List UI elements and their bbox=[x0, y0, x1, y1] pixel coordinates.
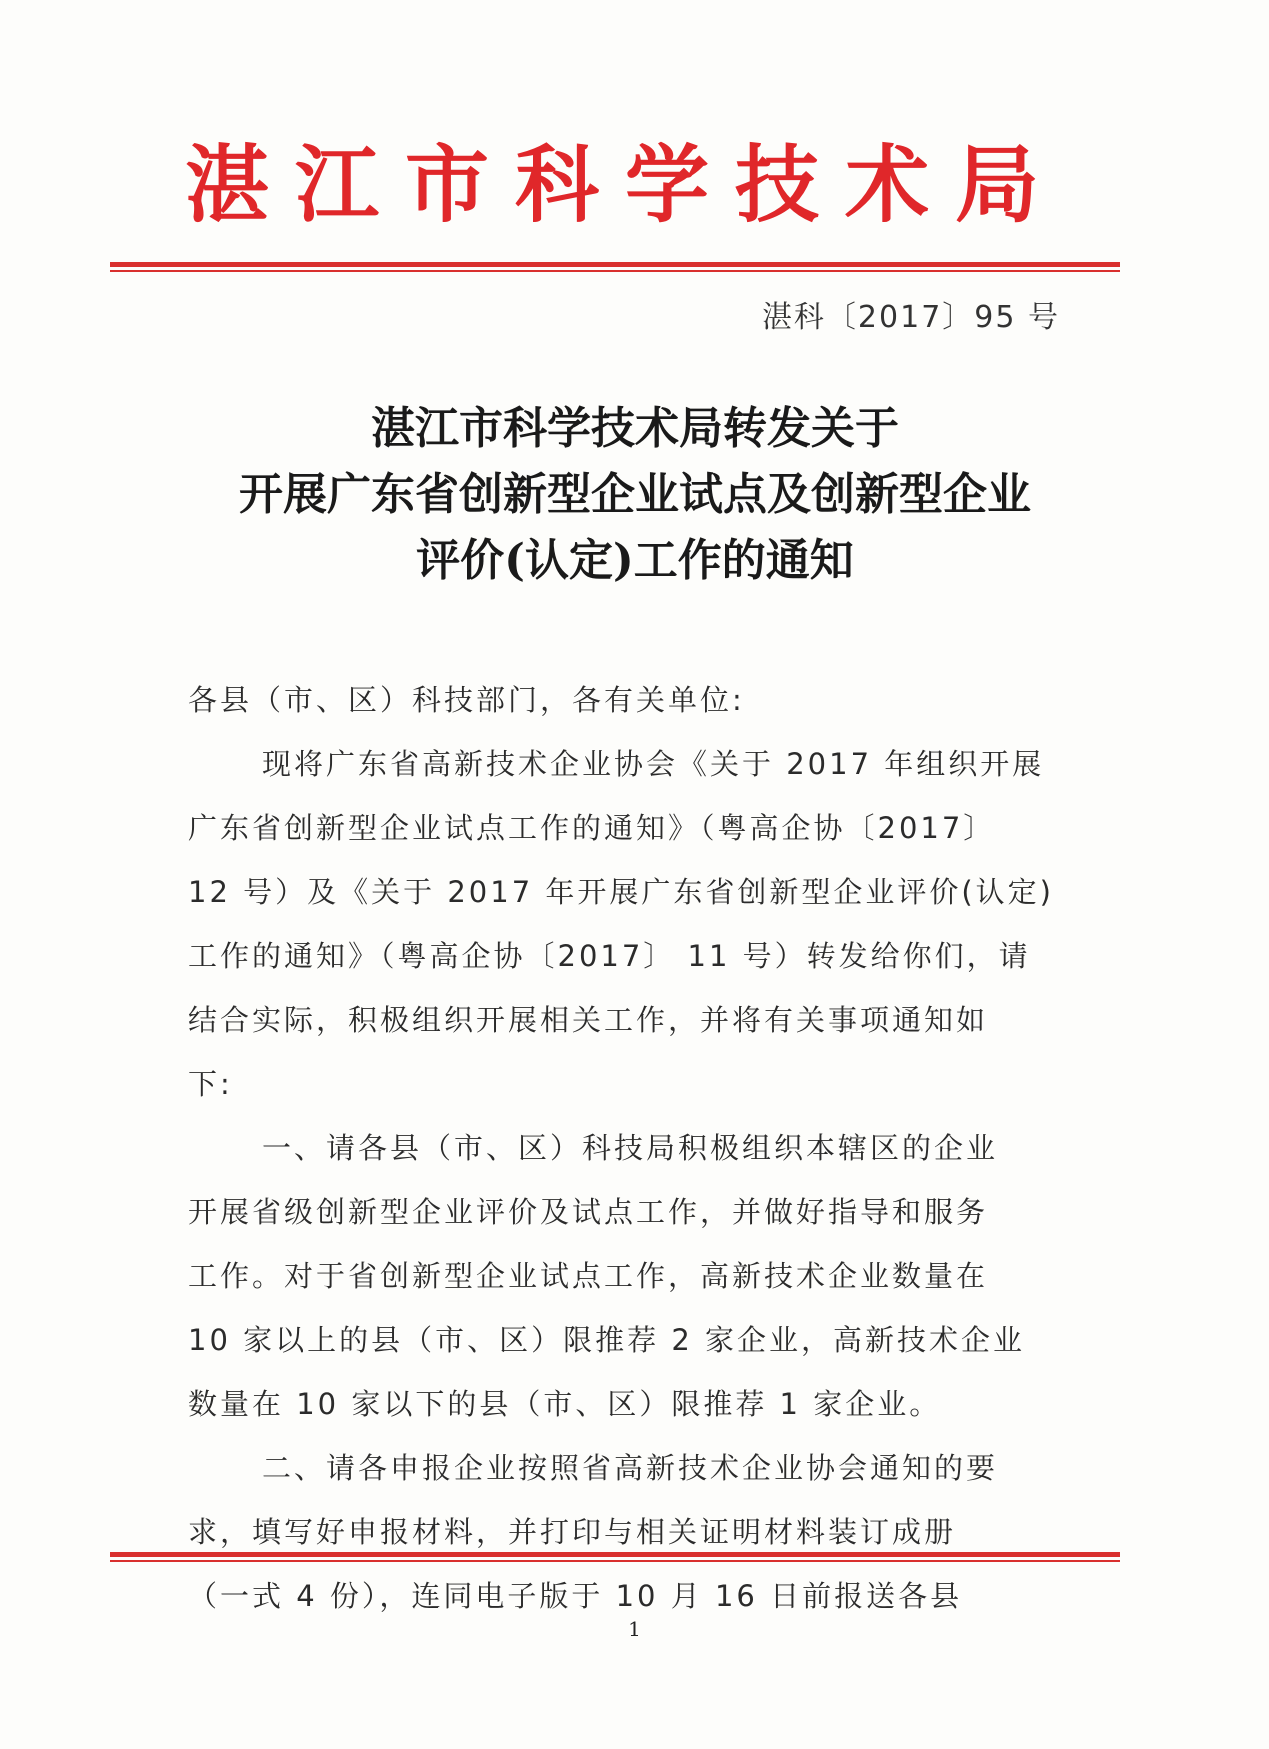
letterhead-rule-thick bbox=[110, 262, 1120, 267]
notice-title bbox=[150, 396, 1120, 594]
body-line: 二、请各申报企业按照省高新技术企业协会通知的要 bbox=[262, 1451, 999, 1485]
document-number: 湛科〔2017〕95 号 bbox=[761, 300, 1060, 335]
letterhead-rule-thin bbox=[110, 270, 1120, 272]
body-line: 12 号）及《关于 2017 年开展广东省创新型企业评价(认定) bbox=[188, 875, 1054, 909]
body-line: 10 家以上的县（市、区）限推荐 2 家企业，高新技术企业 bbox=[188, 1323, 1026, 1357]
page-number: 1 bbox=[628, 1617, 641, 1641]
body-line: 求，填写好申报材料，并打印与相关证明材料装订成册 bbox=[188, 1515, 957, 1549]
footer-rule-thick bbox=[110, 1552, 1120, 1557]
title-line: 开展广东省创新型企业试点及创新型企业 bbox=[239, 469, 1031, 520]
body-line: 结合实际，积极组织开展相关工作，并将有关事项通知如 bbox=[188, 1003, 989, 1037]
body-line: 工作的通知》（粤高企协〔2017〕 11 号）转发给你们，请 bbox=[188, 939, 1031, 973]
body-line: 下: bbox=[188, 1067, 233, 1101]
body-line: （一式 4 份），连同电子版于 10 月 16 日前报送各县 bbox=[188, 1579, 963, 1613]
body-line: 广东省创新型企业试点工作的通知》（粤高企协〔2017〕 bbox=[188, 811, 996, 845]
title-line: 评价(认定)工作的通知 bbox=[416, 535, 854, 586]
agency-letterhead: 湛江市科学技术局 bbox=[185, 135, 1066, 234]
title-line: 湛江市科学技术局转发关于 bbox=[371, 403, 899, 454]
body-line: 一、请各县（市、区）科技局积极组织本辖区的企业 bbox=[262, 1131, 999, 1165]
footer-rule-thin bbox=[110, 1560, 1120, 1562]
salutation: 各县（市、区）科技部门，各有关单位: bbox=[188, 683, 745, 717]
body-line: 现将广东省高新技术企业协会《关于 2017 年组织开展 bbox=[262, 747, 1045, 781]
body-line: 开展省级创新型企业评价及试点工作，并做好指导和服务 bbox=[188, 1195, 989, 1229]
body-line: 数量在 10 家以下的县（市、区）限推荐 1 家企业。 bbox=[188, 1387, 942, 1421]
body-line: 工作。对于省创新型企业试点工作，高新技术企业数量在 bbox=[188, 1259, 989, 1293]
notice-body bbox=[188, 668, 1058, 1628]
